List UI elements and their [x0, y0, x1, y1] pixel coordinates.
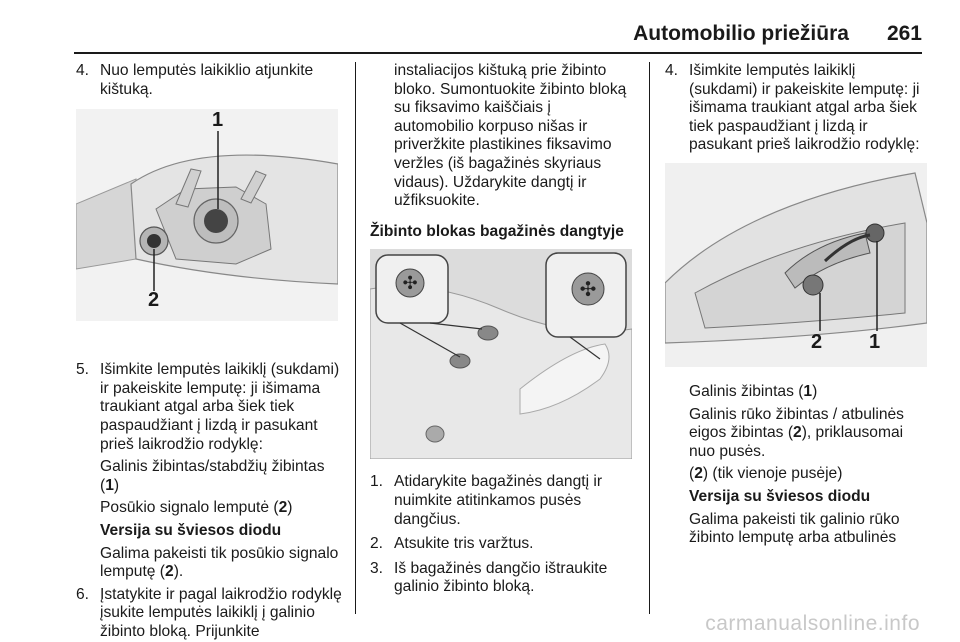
column-3: [665, 62, 927, 548]
svg-text:✣: ✣: [402, 273, 418, 295]
step-2: [370, 535, 632, 554]
step-text: Iš bagažinės dangčio ištraukite galinio žibinto bloką.: [394, 559, 608, 596]
column-2: [370, 62, 632, 597]
step-5: [76, 361, 344, 454]
step-text: Išimkite lemputės laikiklį (sukdami) ir pakeiskite lemputę: ji išimama traukiant atgal arba šiek tiek paspaudžiant į lizdą ir pasukant prieš laikrodžio rodyklę:: [689, 62, 920, 154]
step-text: Įstatykite ir pagal laikrodžio rodyklę įsukite lemputės laikiklį į galinio žibinto bloką. Prijunkite: [100, 585, 342, 640]
step-4: [665, 62, 927, 155]
bulb-line-fog-reverse: Galinis rūko žibintas / atbulinės eigos žibintas (2), priklausomai nuo pusės.: [689, 405, 904, 460]
step-3: [370, 560, 632, 597]
column-divider: [355, 62, 356, 614]
callout-1: 1: [212, 109, 224, 132]
tailgate-illustration: [370, 249, 632, 459]
bulb-line-tail: Galinis žibintas (1): [689, 382, 818, 400]
continued-text: instaliacijos kištuką prie žibinto bloko. Sumontuokite žibinto bloką su fiksavimo kaiščiais į automobilio korpuso nišas ir priveržkite plastikines fiksavimo veržles (iš bagažinės skyriaus vidaus). Uždarykite dangtį ir užfiksuokite.: [394, 62, 627, 210]
step-number: 1.: [370, 473, 384, 491]
figure-tailgate-screws: [370, 249, 632, 459]
led-version-heading: Versija su šviesos diodu: [100, 521, 282, 539]
section-heading: Žibinto blokas bagažinės dangtyje: [370, 222, 624, 240]
step-text: Nuo lemputės laikiklio atjunkite kištuką.: [100, 62, 314, 98]
figure-tailgate-bulb-holder: [665, 163, 927, 367]
led-version-heading: Versija su šviesos diodu: [689, 487, 871, 505]
step-1: [370, 473, 632, 529]
step-text: Atidarykite bagažinės dangtį ir nuimkite atitinkamos pusės dangčius.: [394, 473, 603, 528]
svg-text:✣: ✣: [579, 277, 597, 302]
tailgate-light-illustration: [665, 163, 927, 367]
step-4: [76, 62, 344, 99]
bulb-line-tail-brake: Galinis žibintas/stabdžių žibintas (1): [100, 458, 325, 494]
column-divider: [649, 62, 650, 614]
step-number: 6.: [76, 585, 90, 603]
figure-bulb-holder-connector: [76, 109, 338, 321]
section-title: Automobilio priežiūra: [633, 22, 849, 45]
header-rule: [74, 52, 922, 54]
step-number: 3.: [370, 559, 384, 577]
callout-2: 2: [148, 289, 160, 312]
led-version-text: Galima pakeisti tik galinio rūko žibinto lemputę arba atbulinės: [689, 510, 900, 547]
tail-light-illustration: [76, 109, 338, 321]
step-number: 4.: [76, 62, 90, 79]
watermark: carmanualsonline.info: [705, 612, 920, 635]
step-6: [76, 586, 344, 642]
step-text: Atsukite tris varžtus.: [394, 535, 534, 553]
bulb-line-turn-signal: Posūkio signalo lemputė (2): [100, 499, 293, 517]
bulb-line-one-side: (2) (tik vienoje pusėje): [689, 465, 843, 483]
page-header: [0, 22, 922, 46]
page-number: 261: [886, 22, 922, 45]
column-1: [76, 62, 344, 642]
step-text: Išimkite lemputės laikiklį (sukdami) ir pakeiskite lemputę: ji išimama traukiant atgal arba šiek tiek paspaudžiant į lizdą ir pasukant prieš laikrodžio rodyklę:: [100, 361, 340, 453]
step-number: 2.: [370, 535, 384, 553]
step-number: 4.: [665, 62, 679, 79]
steps-list: [370, 473, 632, 597]
step-number: 5.: [76, 361, 90, 379]
callout-2: 2: [811, 330, 823, 353]
led-version-text: Galima pakeisti tik posūkio signalo lemputę (2).: [100, 544, 339, 581]
callout-1: 1: [869, 330, 881, 353]
